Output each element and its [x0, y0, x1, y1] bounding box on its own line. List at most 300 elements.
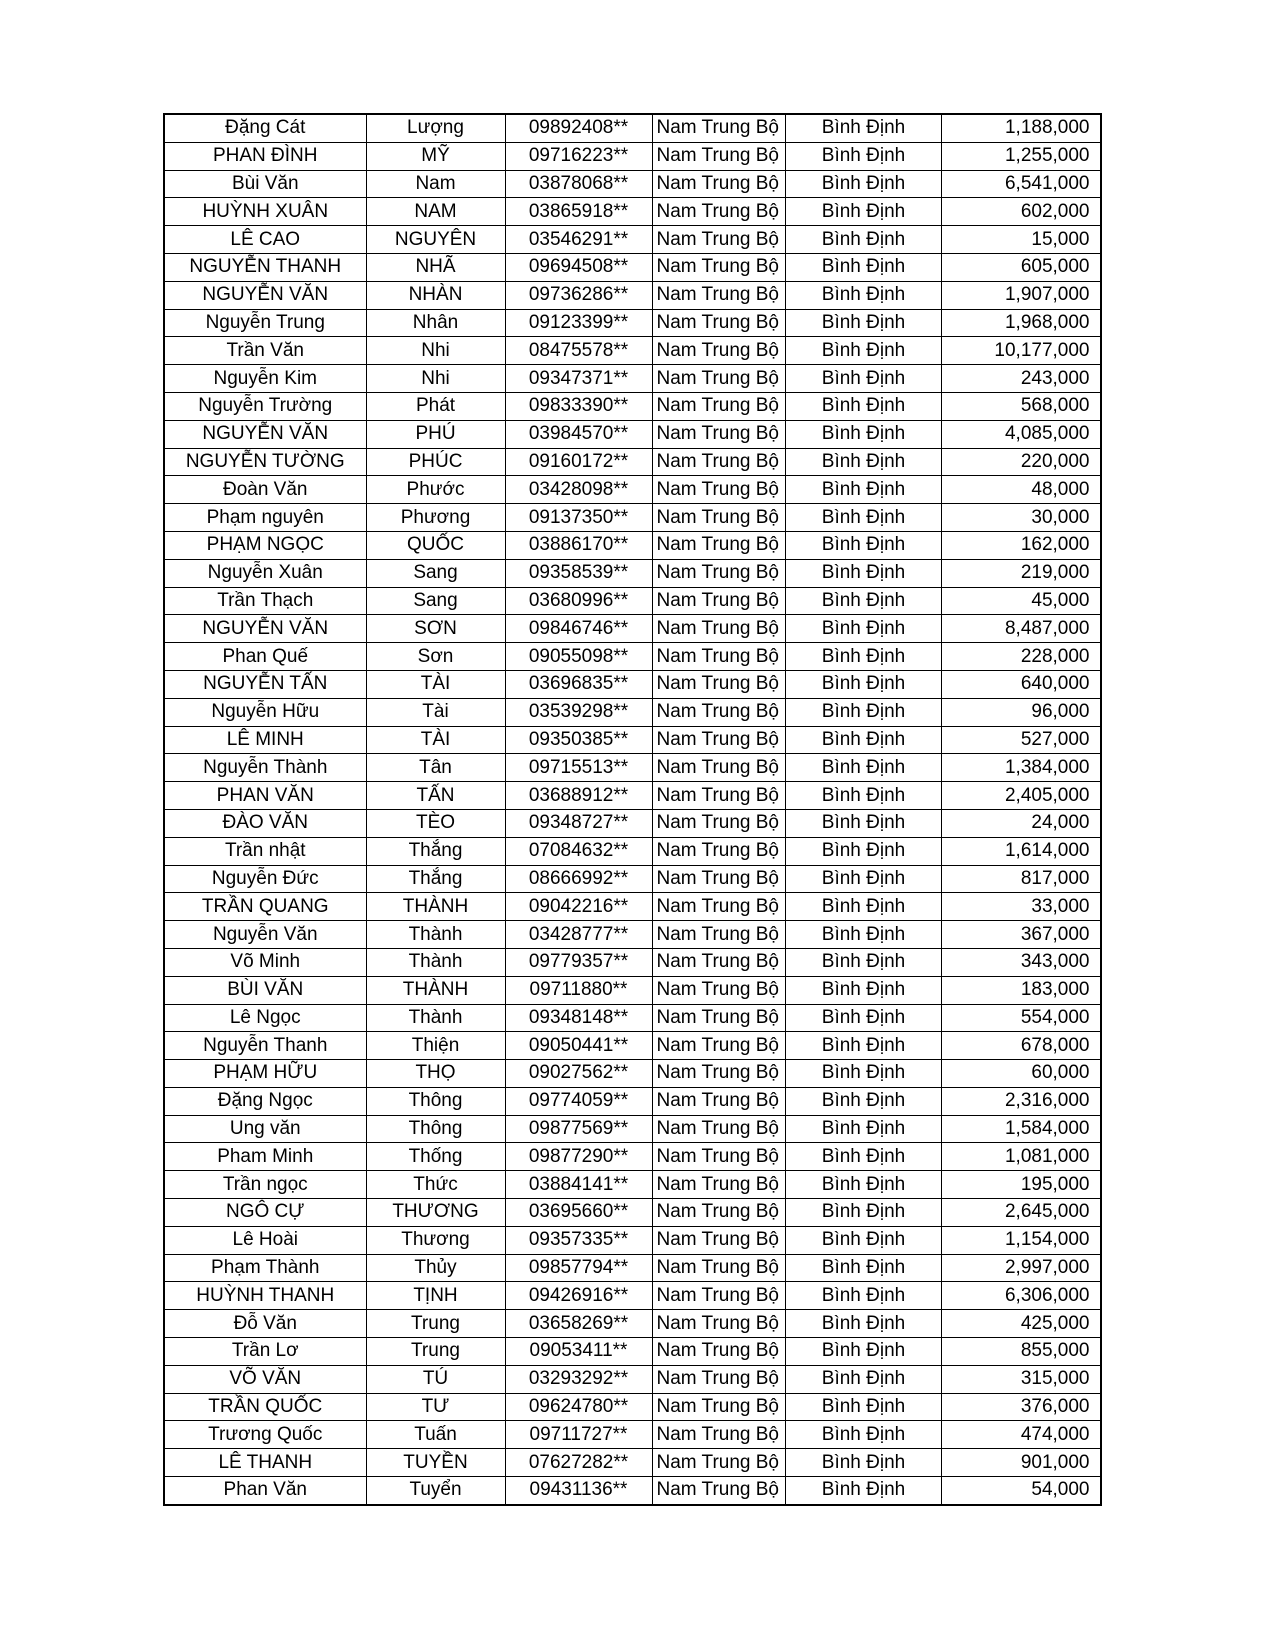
region-cell: Nam Trung Bộ [652, 1060, 786, 1088]
amount-cell: 343,000 [942, 948, 1101, 976]
province-cell: Bình Định [786, 726, 942, 754]
amount-cell: 1,968,000 [942, 309, 1101, 337]
province-cell: Bình Định [786, 1143, 942, 1171]
phone-cell: 09347371** [505, 365, 652, 393]
province-cell: Bình Định [786, 1171, 942, 1199]
phone-cell: 09055098** [505, 643, 652, 671]
amount-cell: 315,000 [942, 1365, 1101, 1393]
given-name-cell: Tài [366, 698, 505, 726]
province-cell: Bình Định [786, 476, 942, 504]
given-name-cell: QUỐC [366, 531, 505, 559]
region-cell: Nam Trung Bộ [652, 670, 786, 698]
region-cell: Nam Trung Bộ [652, 337, 786, 365]
region-cell: Nam Trung Bộ [652, 893, 786, 921]
region-cell: Nam Trung Bộ [652, 1226, 786, 1254]
given-name-cell: Thương [366, 1226, 505, 1254]
province-cell: Bình Định [786, 114, 942, 142]
region-cell: Nam Trung Bộ [652, 921, 786, 949]
amount-cell: 228,000 [942, 643, 1101, 671]
amount-cell: 219,000 [942, 559, 1101, 587]
table-row [164, 1338, 1101, 1366]
province-cell: Bình Định [786, 1365, 942, 1393]
last-middle-name-cell: Trương Quốc [164, 1421, 366, 1449]
region-cell: Nam Trung Bộ [652, 1421, 786, 1449]
phone-cell: 09715513** [505, 754, 652, 782]
region-cell: Nam Trung Bộ [652, 309, 786, 337]
province-cell: Bình Định [786, 559, 942, 587]
amount-cell: 678,000 [942, 1032, 1101, 1060]
region-cell: Nam Trung Bộ [652, 531, 786, 559]
amount-cell: 8,487,000 [942, 615, 1101, 643]
given-name-cell: Thông [366, 1115, 505, 1143]
region-cell: Nam Trung Bộ [652, 1171, 786, 1199]
table-row [164, 1199, 1101, 1227]
province-cell: Bình Định [786, 893, 942, 921]
given-name-cell: MỸ [366, 142, 505, 170]
phone-cell: 03865918** [505, 198, 652, 226]
given-name-cell: NHÀN [366, 281, 505, 309]
last-middle-name-cell: Đặng Cát [164, 114, 366, 142]
last-middle-name-cell: Trần Văn [164, 337, 366, 365]
phone-cell: 09357335** [505, 1226, 652, 1254]
amount-cell: 1,907,000 [942, 281, 1101, 309]
phone-cell: 08666992** [505, 865, 652, 893]
region-cell: Nam Trung Bộ [652, 726, 786, 754]
table-row [164, 782, 1101, 810]
amount-cell: 243,000 [942, 365, 1101, 393]
province-cell: Bình Định [786, 670, 942, 698]
last-middle-name-cell: PHẠM NGỌC [164, 531, 366, 559]
province-cell: Bình Định [786, 337, 942, 365]
amount-cell: 527,000 [942, 726, 1101, 754]
province-cell: Bình Định [786, 754, 942, 782]
last-middle-name-cell: Bùi Văn [164, 170, 366, 198]
table-row [164, 1171, 1101, 1199]
given-name-cell: PHÚ [366, 420, 505, 448]
last-middle-name-cell: HUỲNH XUÂN [164, 198, 366, 226]
last-middle-name-cell: PHAN VĂN [164, 782, 366, 810]
amount-cell: 2,645,000 [942, 1199, 1101, 1227]
table-body [164, 114, 1101, 1505]
last-middle-name-cell: Phạm nguyên [164, 504, 366, 532]
region-cell: Nam Trung Bộ [652, 1115, 786, 1143]
province-cell: Bình Định [786, 1449, 942, 1477]
last-middle-name-cell: Đoàn Văn [164, 476, 366, 504]
region-cell: Nam Trung Bộ [652, 1004, 786, 1032]
table-row [164, 587, 1101, 615]
phone-cell: 03658269** [505, 1310, 652, 1338]
phone-cell: 09833390** [505, 392, 652, 420]
amount-cell: 30,000 [942, 504, 1101, 532]
given-name-cell: TÚ [366, 1365, 505, 1393]
province-cell: Bình Định [786, 1393, 942, 1421]
table-row [164, 226, 1101, 254]
region-cell: Nam Trung Bộ [652, 1087, 786, 1115]
amount-cell: 96,000 [942, 698, 1101, 726]
phone-cell: 09160172** [505, 448, 652, 476]
region-cell: Nam Trung Bộ [652, 1310, 786, 1338]
table-row [164, 309, 1101, 337]
given-name-cell: TUYỀN [366, 1449, 505, 1477]
province-cell: Bình Định [786, 531, 942, 559]
given-name-cell: Thông [366, 1087, 505, 1115]
province-cell: Bình Định [786, 1477, 942, 1505]
table-row [164, 531, 1101, 559]
phone-cell: 09137350** [505, 504, 652, 532]
region-cell: Nam Trung Bộ [652, 948, 786, 976]
province-cell: Bình Định [786, 1226, 942, 1254]
phone-cell: 09774059** [505, 1087, 652, 1115]
last-middle-name-cell: Phan Quế [164, 643, 366, 671]
region-cell: Nam Trung Bộ [652, 559, 786, 587]
province-cell: Bình Định [786, 420, 942, 448]
amount-cell: 376,000 [942, 1393, 1101, 1421]
phone-cell: 09053411** [505, 1338, 652, 1366]
phone-cell: 09624780** [505, 1393, 652, 1421]
last-middle-name-cell: BÙI VĂN [164, 976, 366, 1004]
table-row [164, 1032, 1101, 1060]
region-cell: Nam Trung Bộ [652, 1449, 786, 1477]
given-name-cell: Thắng [366, 865, 505, 893]
amount-cell: 24,000 [942, 809, 1101, 837]
given-name-cell: NAM [366, 198, 505, 226]
last-middle-name-cell: PHẠM HỮU [164, 1060, 366, 1088]
region-cell: Nam Trung Bộ [652, 226, 786, 254]
province-cell: Bình Định [786, 865, 942, 893]
phone-cell: 09716223** [505, 142, 652, 170]
phone-cell: 03884141** [505, 1171, 652, 1199]
given-name-cell: Sang [366, 587, 505, 615]
given-name-cell: Tân [366, 754, 505, 782]
region-cell: Nam Trung Bộ [652, 1032, 786, 1060]
phone-cell: 09348148** [505, 1004, 652, 1032]
phone-cell: 03688912** [505, 782, 652, 810]
last-middle-name-cell: Phan Văn [164, 1477, 366, 1505]
table-row [164, 1449, 1101, 1477]
table-row [164, 976, 1101, 1004]
region-cell: Nam Trung Bộ [652, 698, 786, 726]
last-middle-name-cell: NGUYỄN VĂN [164, 281, 366, 309]
given-name-cell: THỌ [366, 1060, 505, 1088]
given-name-cell: TÈO [366, 809, 505, 837]
given-name-cell: TỊNH [366, 1282, 505, 1310]
amount-cell: 45,000 [942, 587, 1101, 615]
given-name-cell: SƠN [366, 615, 505, 643]
table-row [164, 559, 1101, 587]
last-middle-name-cell: TRẦN QUỐC [164, 1393, 366, 1421]
amount-cell: 33,000 [942, 893, 1101, 921]
region-cell: Nam Trung Bộ [652, 365, 786, 393]
amount-cell: 901,000 [942, 1449, 1101, 1477]
region-cell: Nam Trung Bộ [652, 615, 786, 643]
table-row [164, 253, 1101, 281]
given-name-cell: Sơn [366, 643, 505, 671]
table-row [164, 142, 1101, 170]
region-cell: Nam Trung Bộ [652, 1393, 786, 1421]
province-cell: Bình Định [786, 142, 942, 170]
last-middle-name-cell: Nguyễn Đức [164, 865, 366, 893]
table-row [164, 921, 1101, 949]
table-row [164, 1393, 1101, 1421]
phone-cell: 09711880** [505, 976, 652, 1004]
phone-cell: 08475578** [505, 337, 652, 365]
amount-cell: 1,188,000 [942, 114, 1101, 142]
given-name-cell: THÀNH [366, 893, 505, 921]
given-name-cell: Lượng [366, 114, 505, 142]
region-cell: Nam Trung Bộ [652, 281, 786, 309]
phone-cell: 09050441** [505, 1032, 652, 1060]
given-name-cell: Thắng [366, 837, 505, 865]
region-cell: Nam Trung Bộ [652, 504, 786, 532]
last-middle-name-cell: Nguyễn Hữu [164, 698, 366, 726]
phone-cell: 03680996** [505, 587, 652, 615]
table-row [164, 281, 1101, 309]
last-middle-name-cell: Nguyễn Trường [164, 392, 366, 420]
phone-cell: 09350385** [505, 726, 652, 754]
table-row [164, 615, 1101, 643]
region-cell: Nam Trung Bộ [652, 198, 786, 226]
province-cell: Bình Định [786, 309, 942, 337]
table-row [164, 1254, 1101, 1282]
province-cell: Bình Định [786, 1060, 942, 1088]
given-name-cell: Thành [366, 1004, 505, 1032]
given-name-cell: TÀI [366, 726, 505, 754]
table-row [164, 504, 1101, 532]
phone-cell: 03696835** [505, 670, 652, 698]
province-cell: Bình Định [786, 1032, 942, 1060]
given-name-cell: Thành [366, 948, 505, 976]
amount-cell: 15,000 [942, 226, 1101, 254]
region-cell: Nam Trung Bộ [652, 114, 786, 142]
table-row [164, 448, 1101, 476]
phone-cell: 09358539** [505, 559, 652, 587]
given-name-cell: THƯƠNG [366, 1199, 505, 1227]
phone-cell: 09779357** [505, 948, 652, 976]
amount-cell: 4,085,000 [942, 420, 1101, 448]
given-name-cell: Nhi [366, 365, 505, 393]
last-middle-name-cell: Đặng Ngọc [164, 1087, 366, 1115]
given-name-cell: Thủy [366, 1254, 505, 1282]
given-name-cell: Thức [366, 1171, 505, 1199]
province-cell: Bình Định [786, 1282, 942, 1310]
phone-cell: 03546291** [505, 226, 652, 254]
amount-cell: 183,000 [942, 976, 1101, 1004]
given-name-cell: Phát [366, 392, 505, 420]
last-middle-name-cell: NGÔ CỰ [164, 1199, 366, 1227]
amount-cell: 1,154,000 [942, 1226, 1101, 1254]
given-name-cell: TÀI [366, 670, 505, 698]
amount-cell: 195,000 [942, 1171, 1101, 1199]
last-middle-name-cell: NGUYỄN THANH [164, 253, 366, 281]
phone-cell: 09694508** [505, 253, 652, 281]
amount-cell: 602,000 [942, 198, 1101, 226]
table-row [164, 337, 1101, 365]
phone-cell: 07084632** [505, 837, 652, 865]
last-middle-name-cell: Nguyễn Văn [164, 921, 366, 949]
given-name-cell: Trung [366, 1338, 505, 1366]
phone-cell: 03695660** [505, 1199, 652, 1227]
amount-cell: 2,316,000 [942, 1087, 1101, 1115]
province-cell: Bình Định [786, 976, 942, 1004]
given-name-cell: Tuyển [366, 1477, 505, 1505]
last-middle-name-cell: Nguyễn Kim [164, 365, 366, 393]
province-cell: Bình Định [786, 281, 942, 309]
amount-cell: 855,000 [942, 1338, 1101, 1366]
amount-cell: 54,000 [942, 1477, 1101, 1505]
region-cell: Nam Trung Bộ [652, 587, 786, 615]
amount-cell: 1,614,000 [942, 837, 1101, 865]
table-row [164, 1060, 1101, 1088]
table-row [164, 1310, 1101, 1338]
phone-cell: 09877569** [505, 1115, 652, 1143]
last-middle-name-cell: TRẦN QUANG [164, 893, 366, 921]
last-middle-name-cell: Lê Hoài [164, 1226, 366, 1254]
given-name-cell: Nhi [366, 337, 505, 365]
given-name-cell: Thành [366, 921, 505, 949]
table-row [164, 754, 1101, 782]
amount-cell: 220,000 [942, 448, 1101, 476]
province-cell: Bình Định [786, 392, 942, 420]
table-row [164, 1115, 1101, 1143]
amount-cell: 1,584,000 [942, 1115, 1101, 1143]
table-row [164, 1477, 1101, 1505]
table-row [164, 114, 1101, 142]
table-row [164, 670, 1101, 698]
region-cell: Nam Trung Bộ [652, 754, 786, 782]
region-cell: Nam Trung Bộ [652, 448, 786, 476]
last-middle-name-cell: NGUYỄN VĂN [164, 615, 366, 643]
last-middle-name-cell: Võ Minh [164, 948, 366, 976]
table-row [164, 1087, 1101, 1115]
phone-cell: 09426916** [505, 1282, 652, 1310]
given-name-cell: Phước [366, 476, 505, 504]
amount-cell: 48,000 [942, 476, 1101, 504]
last-middle-name-cell: NGUYỄN TẤN [164, 670, 366, 698]
given-name-cell: Sang [366, 559, 505, 587]
given-name-cell: Thiện [366, 1032, 505, 1060]
table-row [164, 1143, 1101, 1171]
last-middle-name-cell: Pham Minh [164, 1143, 366, 1171]
table-row [164, 476, 1101, 504]
last-middle-name-cell: Nguyễn Trung [164, 309, 366, 337]
last-middle-name-cell: ĐÀO VĂN [164, 809, 366, 837]
province-cell: Bình Định [786, 1338, 942, 1366]
province-cell: Bình Định [786, 1087, 942, 1115]
table-row [164, 1365, 1101, 1393]
table-row [164, 837, 1101, 865]
amount-cell: 425,000 [942, 1310, 1101, 1338]
amount-cell: 6,306,000 [942, 1282, 1101, 1310]
region-cell: Nam Trung Bộ [652, 1254, 786, 1282]
given-name-cell: Thống [366, 1143, 505, 1171]
last-middle-name-cell: Trần Thạch [164, 587, 366, 615]
phone-cell: 09892408** [505, 114, 652, 142]
province-cell: Bình Định [786, 170, 942, 198]
province-cell: Bình Định [786, 809, 942, 837]
province-cell: Bình Định [786, 1004, 942, 1032]
phone-cell: 07627282** [505, 1449, 652, 1477]
phone-cell: 03293292** [505, 1365, 652, 1393]
region-cell: Nam Trung Bộ [652, 976, 786, 1004]
given-name-cell: THÀNH [366, 976, 505, 1004]
given-name-cell: TẤN [366, 782, 505, 810]
amount-cell: 367,000 [942, 921, 1101, 949]
table-row [164, 170, 1101, 198]
table-row [164, 1004, 1101, 1032]
province-cell: Bình Định [786, 921, 942, 949]
last-middle-name-cell: PHAN ĐÌNH [164, 142, 366, 170]
province-cell: Bình Định [786, 1310, 942, 1338]
province-cell: Bình Định [786, 782, 942, 810]
last-middle-name-cell: Trần ngọc [164, 1171, 366, 1199]
phone-cell: 09027562** [505, 1060, 652, 1088]
amount-cell: 10,177,000 [942, 337, 1101, 365]
region-cell: Nam Trung Bộ [652, 1282, 786, 1310]
table-row [164, 893, 1101, 921]
amount-cell: 2,997,000 [942, 1254, 1101, 1282]
province-cell: Bình Định [786, 448, 942, 476]
given-name-cell: Nam [366, 170, 505, 198]
region-cell: Nam Trung Bộ [652, 1477, 786, 1505]
table-row [164, 698, 1101, 726]
phone-cell: 03539298** [505, 698, 652, 726]
last-middle-name-cell: LÊ MINH [164, 726, 366, 754]
phone-cell: 09711727** [505, 1421, 652, 1449]
last-middle-name-cell: NGUYỄN VĂN [164, 420, 366, 448]
province-cell: Bình Định [786, 198, 942, 226]
province-cell: Bình Định [786, 1115, 942, 1143]
region-cell: Nam Trung Bộ [652, 1199, 786, 1227]
region-cell: Nam Trung Bộ [652, 253, 786, 281]
given-name-cell: Trung [366, 1310, 505, 1338]
table-row [164, 1421, 1101, 1449]
table-row [164, 392, 1101, 420]
given-name-cell: Phương [366, 504, 505, 532]
given-name-cell: NHÃ [366, 253, 505, 281]
province-cell: Bình Định [786, 698, 942, 726]
province-cell: Bình Định [786, 837, 942, 865]
province-cell: Bình Định [786, 1254, 942, 1282]
table-row [164, 809, 1101, 837]
last-middle-name-cell: Đỗ Văn [164, 1310, 366, 1338]
phone-cell: 09846746** [505, 615, 652, 643]
last-middle-name-cell: VÕ VĂN [164, 1365, 366, 1393]
last-middle-name-cell: NGUYỄN TƯỜNG [164, 448, 366, 476]
region-cell: Nam Trung Bộ [652, 782, 786, 810]
last-middle-name-cell: Trần Lơ [164, 1338, 366, 1366]
region-cell: Nam Trung Bộ [652, 1365, 786, 1393]
last-middle-name-cell: LÊ THANH [164, 1449, 366, 1477]
phone-cell: 09123399** [505, 309, 652, 337]
last-middle-name-cell: LÊ CAO [164, 226, 366, 254]
region-cell: Nam Trung Bộ [652, 170, 786, 198]
last-middle-name-cell: Phạm Thành [164, 1254, 366, 1282]
province-cell: Bình Định [786, 504, 942, 532]
last-middle-name-cell: Nguyễn Xuân [164, 559, 366, 587]
given-name-cell: TƯ [366, 1393, 505, 1421]
region-cell: Nam Trung Bộ [652, 1143, 786, 1171]
region-cell: Nam Trung Bộ [652, 420, 786, 448]
amount-cell: 162,000 [942, 531, 1101, 559]
province-cell: Bình Định [786, 226, 942, 254]
phone-cell: 03428777** [505, 921, 652, 949]
phone-cell: 03428098** [505, 476, 652, 504]
amount-cell: 1,081,000 [942, 1143, 1101, 1171]
phone-cell: 03886170** [505, 531, 652, 559]
table-row [164, 726, 1101, 754]
last-middle-name-cell: HUỲNH THANH [164, 1282, 366, 1310]
last-middle-name-cell: Lê Ngọc [164, 1004, 366, 1032]
